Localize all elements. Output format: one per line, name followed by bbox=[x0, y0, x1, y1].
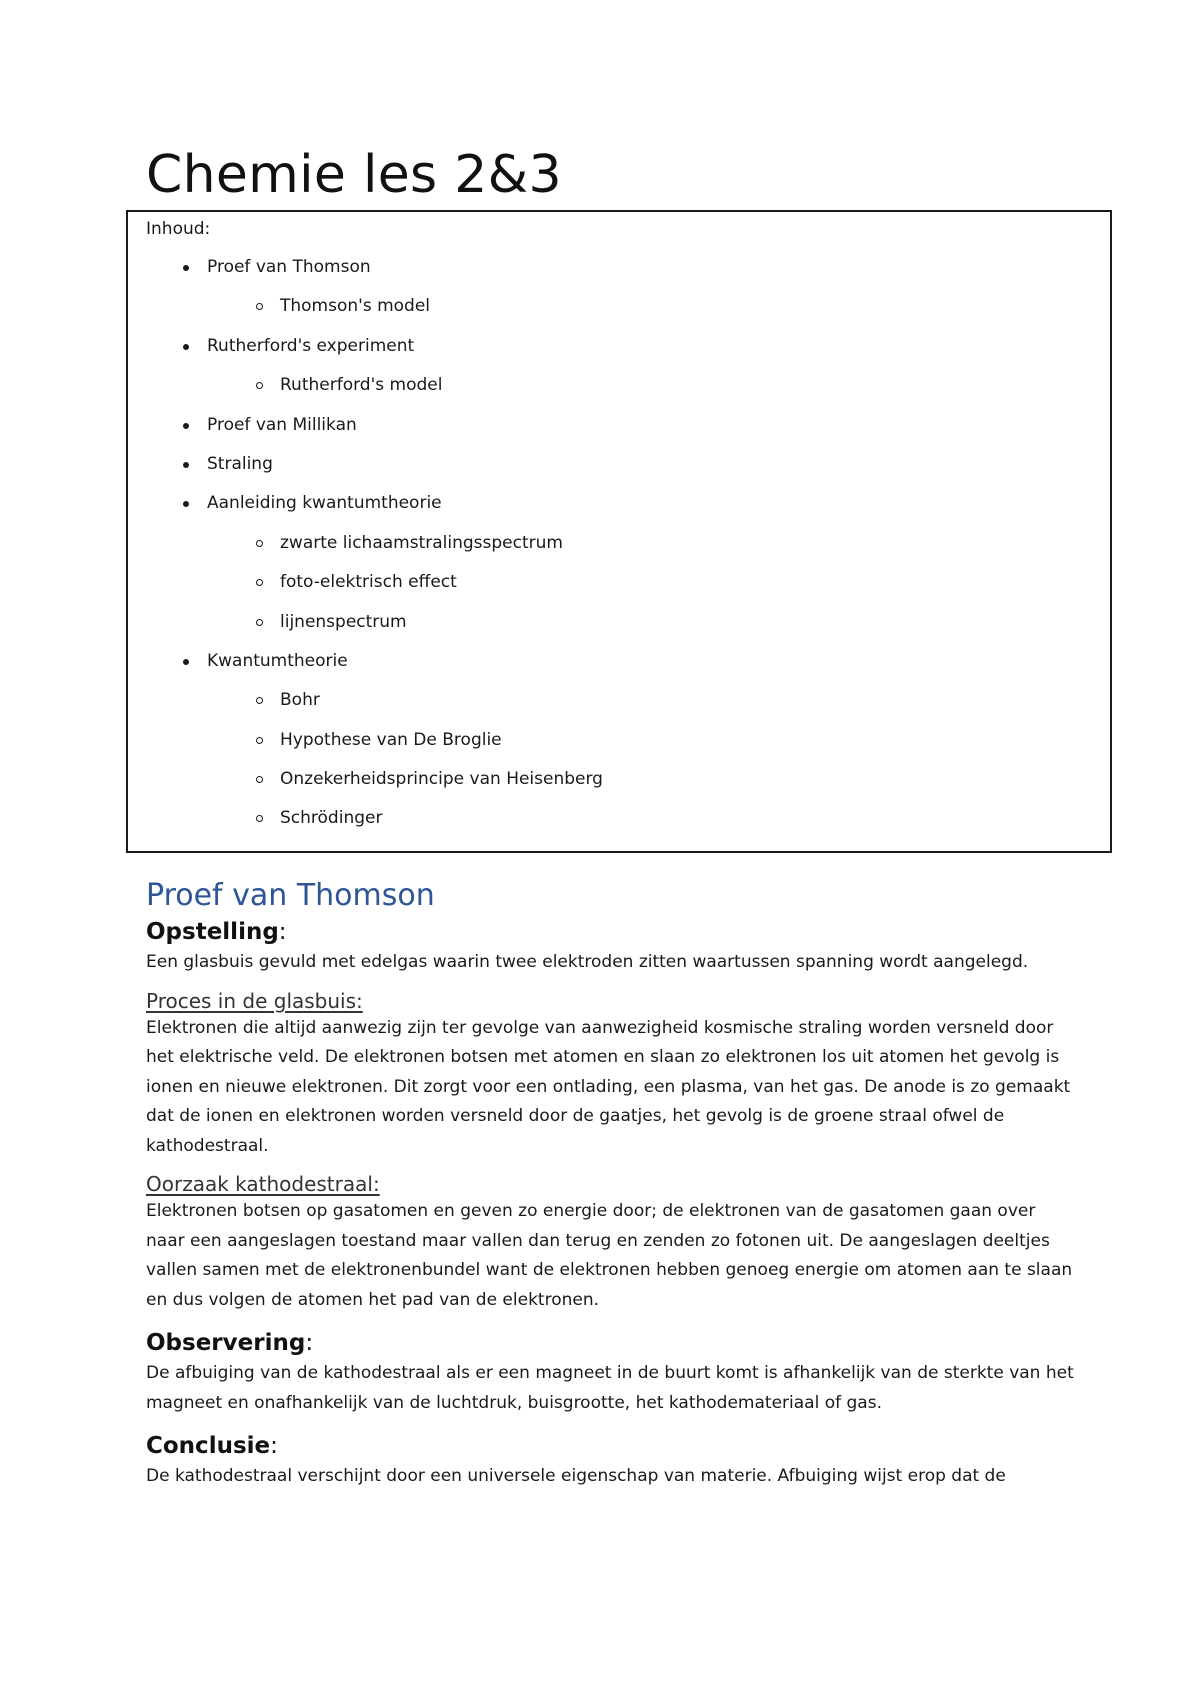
proces-heading: Proces in de glasbuis: bbox=[146, 988, 363, 1013]
observering-heading-text: Observering bbox=[146, 1330, 306, 1356]
proces-paragraph: Elektronen die altijd aanwezig zijn ter gevolge van aanwezigheid kosmische straling worden versneld door het elektrische veld. De elektronen botsen met atomen en slaan zo elektronen los uit atomen het gevolg is ionen en nieuwe elektronen. Dit zorgt voor een ontlading, een plasma, van het gas. De anode is zo gemaakt dat de ionen en elektronen worden versneld door de gaatjes, het gevolg is de groene straal ofwel de kathodestraal. bbox=[146, 1017, 1071, 1156]
circle-bullet-icon bbox=[256, 579, 263, 586]
toc-item-label: Bohr bbox=[280, 690, 320, 711]
observering-colon: : bbox=[305, 1330, 314, 1356]
toc-item-label: Proef van Millikan bbox=[207, 414, 357, 435]
bullet-icon bbox=[183, 344, 189, 350]
opstelling-paragraph: Een glasbuis gevuld met edelgas waarin twee elektroden zitten waartussen spanning wordt aangelegd. bbox=[146, 952, 1029, 972]
toc-item-label: Onzekerheidsprincipe van Heisenberg bbox=[280, 769, 603, 790]
bullet-icon bbox=[183, 462, 189, 468]
toc-item-label: Hypothese van De Broglie bbox=[280, 729, 502, 750]
circle-bullet-icon bbox=[256, 697, 263, 704]
bullet-icon bbox=[183, 659, 189, 665]
circle-bullet-icon bbox=[256, 737, 263, 744]
toc-item-label: foto-elektrisch effect bbox=[280, 572, 457, 593]
conclusie-heading-text: Conclusie bbox=[146, 1433, 271, 1459]
section-heading: Proef van Thomson bbox=[146, 878, 435, 913]
toc-heading: Inhoud: bbox=[146, 219, 211, 239]
toc-item-label: Rutherford's model bbox=[280, 375, 443, 396]
circle-bullet-icon bbox=[256, 303, 263, 310]
oorzaak-heading: Oorzaak kathodestraal: bbox=[146, 1172, 380, 1196]
toc-item-label: Proef van Thomson bbox=[207, 257, 371, 277]
circle-bullet-icon bbox=[256, 776, 263, 783]
oorzaak-paragraph: Elektronen botsen op gasatomen en geven zo energie door; de elektronen van de gasatomen gaan over naar een aangeslagen toestand maar vallen dan terug en zenden zo fotonen uit. De aangeslagen deeltjes vallen samen met de elektronenbundel want de elektronen hebben genoeg energie om atomen aan te slaan en dus volgen de atomen het pad van de elektronen. bbox=[146, 1201, 1073, 1310]
toc-item-label: Rutherford's experiment bbox=[207, 335, 415, 356]
toc-item-label: Kwantumtheorie bbox=[207, 650, 348, 671]
circle-bullet-icon bbox=[256, 619, 263, 626]
toc-item-label: Thomson's model bbox=[280, 296, 431, 317]
toc-item-label: Straling bbox=[207, 453, 273, 474]
table-of-contents bbox=[126, 210, 1112, 853]
document-title: Chemie les 2&3 bbox=[146, 145, 562, 205]
bullet-icon bbox=[183, 501, 189, 507]
toc-item-label: Aanleiding kwantumtheorie bbox=[207, 493, 442, 514]
circle-bullet-icon bbox=[256, 815, 263, 822]
conclusie-colon: : bbox=[270, 1433, 278, 1459]
conclusie-heading bbox=[146, 1430, 1076, 1462]
bullet-icon bbox=[183, 423, 189, 429]
opstelling-colon: : bbox=[278, 919, 287, 945]
conclusie-paragraph: De kathodestraal verschijnt door een universele eigenschap van materie. Afbuiging wijst erop dat de bbox=[146, 1466, 1006, 1486]
toc-item-label: lijnenspectrum bbox=[280, 611, 407, 632]
observering-heading bbox=[146, 1327, 1076, 1359]
toc-item-label: zwarte lichaamstralingsspectrum bbox=[280, 532, 563, 553]
opstelling-heading bbox=[146, 916, 1076, 948]
circle-bullet-icon bbox=[256, 382, 263, 389]
circle-bullet-icon bbox=[256, 540, 263, 547]
opstelling-heading-text: Opstelling bbox=[146, 919, 279, 945]
bullet-icon bbox=[183, 265, 189, 271]
observering-paragraph: De afbuiging van de kathodestraal als er een magneet in de buurt komt is afhankelijk van de sterkte van het magneet en onafhankelijk van de luchtdruk, buisgrootte, het kathodemateriaal of gas. bbox=[146, 1363, 1074, 1413]
toc-item-label: Schrödinger bbox=[280, 808, 383, 829]
section-proef-van-thomson bbox=[146, 876, 1076, 1492]
